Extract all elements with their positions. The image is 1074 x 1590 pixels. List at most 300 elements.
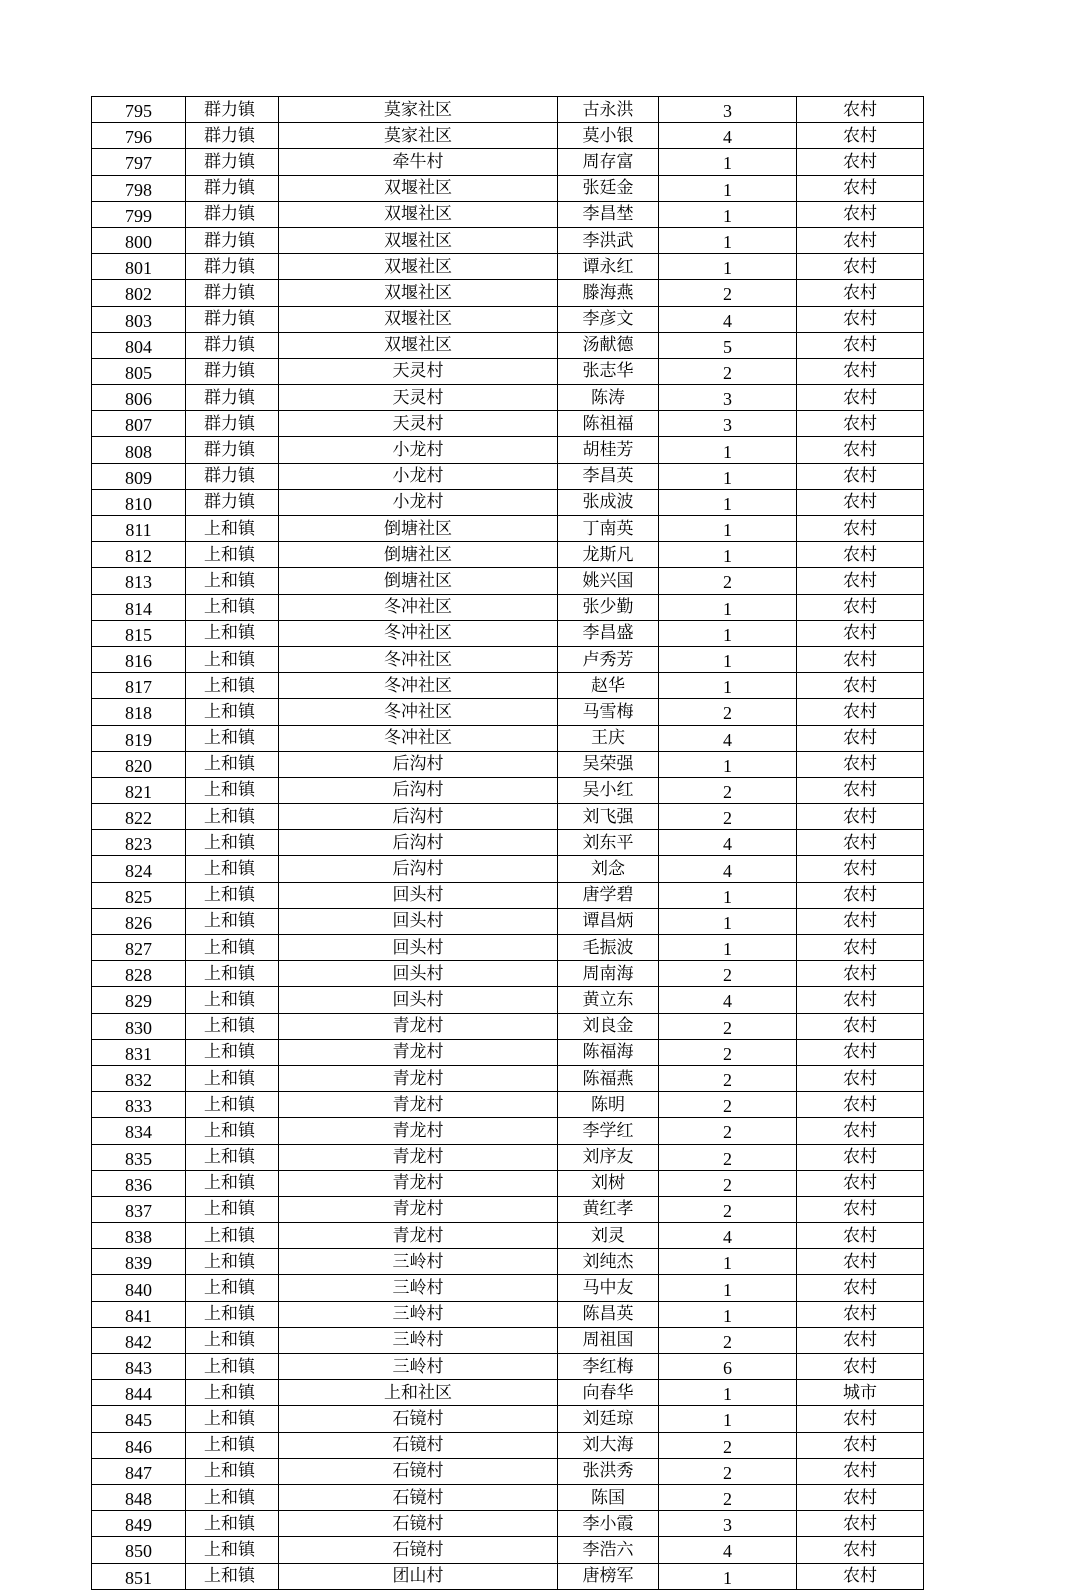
row-number-cell: 823 bbox=[92, 830, 186, 856]
village-cell: 后沟村 bbox=[279, 856, 558, 882]
town-cell: 上和镇 bbox=[186, 935, 279, 961]
area-type-cell: 农村 bbox=[797, 1354, 924, 1380]
table-row bbox=[92, 1327, 924, 1353]
town-cell: 上和镇 bbox=[186, 646, 279, 672]
row-number-cell: 850 bbox=[92, 1537, 186, 1563]
table-row bbox=[92, 961, 924, 987]
village-cell: 冬冲社区 bbox=[279, 646, 558, 672]
row-number-cell: 838 bbox=[92, 1223, 186, 1249]
household-size-cell: 2 bbox=[659, 1458, 797, 1484]
area-type-cell: 农村 bbox=[797, 1092, 924, 1118]
household-size-cell: 3 bbox=[659, 1511, 797, 1537]
town-cell: 上和镇 bbox=[186, 1563, 279, 1589]
row-number-cell: 843 bbox=[92, 1354, 186, 1380]
village-cell: 石镜村 bbox=[279, 1537, 558, 1563]
town-cell: 上和镇 bbox=[186, 1013, 279, 1039]
area-type-cell: 农村 bbox=[797, 1170, 924, 1196]
village-cell: 双堰社区 bbox=[279, 227, 558, 253]
person-name-cell: 刘东平 bbox=[558, 830, 659, 856]
area-type-cell: 农村 bbox=[797, 542, 924, 568]
table-row bbox=[92, 777, 924, 803]
area-type-cell: 农村 bbox=[797, 1013, 924, 1039]
row-number-cell: 833 bbox=[92, 1092, 186, 1118]
household-size-cell: 4 bbox=[659, 1537, 797, 1563]
village-cell: 青龙村 bbox=[279, 1144, 558, 1170]
row-number-cell: 814 bbox=[92, 594, 186, 620]
row-number-cell: 836 bbox=[92, 1170, 186, 1196]
town-cell: 上和镇 bbox=[186, 882, 279, 908]
household-size-cell: 1 bbox=[659, 463, 797, 489]
town-cell: 上和镇 bbox=[186, 1065, 279, 1091]
village-cell: 莫家社区 bbox=[279, 97, 558, 123]
town-cell: 上和镇 bbox=[186, 1039, 279, 1065]
village-cell: 青龙村 bbox=[279, 1223, 558, 1249]
household-size-cell: 4 bbox=[659, 725, 797, 751]
household-size-cell: 5 bbox=[659, 332, 797, 358]
row-number-cell: 847 bbox=[92, 1458, 186, 1484]
household-size-cell: 2 bbox=[659, 961, 797, 987]
village-cell: 牵牛村 bbox=[279, 149, 558, 175]
village-cell: 青龙村 bbox=[279, 1118, 558, 1144]
town-cell: 群力镇 bbox=[186, 123, 279, 149]
person-name-cell: 李昌埜 bbox=[558, 201, 659, 227]
row-number-cell: 816 bbox=[92, 646, 186, 672]
row-number-cell: 812 bbox=[92, 542, 186, 568]
person-name-cell: 张洪秀 bbox=[558, 1458, 659, 1484]
person-name-cell: 周祖国 bbox=[558, 1327, 659, 1353]
person-name-cell: 张成波 bbox=[558, 489, 659, 515]
household-size-cell: 1 bbox=[659, 254, 797, 280]
village-cell: 三岭村 bbox=[279, 1354, 558, 1380]
household-size-cell: 1 bbox=[659, 437, 797, 463]
area-type-cell: 农村 bbox=[797, 856, 924, 882]
household-size-cell: 1 bbox=[659, 673, 797, 699]
row-number-cell: 795 bbox=[92, 97, 186, 123]
area-type-cell: 农村 bbox=[797, 332, 924, 358]
village-cell: 上和社区 bbox=[279, 1380, 558, 1406]
area-type-cell: 农村 bbox=[797, 358, 924, 384]
village-cell: 青龙村 bbox=[279, 1170, 558, 1196]
area-type-cell: 农村 bbox=[797, 568, 924, 594]
village-cell: 双堰社区 bbox=[279, 175, 558, 201]
area-type-cell: 农村 bbox=[797, 489, 924, 515]
town-cell: 上和镇 bbox=[186, 1354, 279, 1380]
row-number-cell: 834 bbox=[92, 1118, 186, 1144]
town-cell: 上和镇 bbox=[186, 725, 279, 751]
table-row bbox=[92, 673, 924, 699]
table-row bbox=[92, 1170, 924, 1196]
table-row bbox=[92, 542, 924, 568]
person-name-cell: 马雪梅 bbox=[558, 699, 659, 725]
row-number-cell: 807 bbox=[92, 411, 186, 437]
table-row bbox=[92, 516, 924, 542]
area-type-cell: 农村 bbox=[797, 751, 924, 777]
row-number-cell: 824 bbox=[92, 856, 186, 882]
village-cell: 后沟村 bbox=[279, 777, 558, 803]
table-row bbox=[92, 725, 924, 751]
area-type-cell: 农村 bbox=[797, 1511, 924, 1537]
row-number-cell: 839 bbox=[92, 1249, 186, 1275]
table-row bbox=[92, 254, 924, 280]
household-size-cell: 1 bbox=[659, 882, 797, 908]
person-name-cell: 刘大海 bbox=[558, 1432, 659, 1458]
village-cell: 三岭村 bbox=[279, 1249, 558, 1275]
village-cell: 石镜村 bbox=[279, 1406, 558, 1432]
person-name-cell: 谭昌炳 bbox=[558, 908, 659, 934]
village-cell: 双堰社区 bbox=[279, 306, 558, 332]
town-cell: 群力镇 bbox=[186, 463, 279, 489]
table-row bbox=[92, 751, 924, 777]
town-cell: 上和镇 bbox=[186, 568, 279, 594]
row-number-cell: 821 bbox=[92, 777, 186, 803]
town-cell: 上和镇 bbox=[186, 1223, 279, 1249]
area-type-cell: 农村 bbox=[797, 646, 924, 672]
household-size-cell: 4 bbox=[659, 1223, 797, 1249]
household-size-cell: 2 bbox=[659, 1170, 797, 1196]
town-cell: 群力镇 bbox=[186, 280, 279, 306]
row-number-cell: 820 bbox=[92, 751, 186, 777]
household-size-cell: 2 bbox=[659, 777, 797, 803]
area-type-cell: 农村 bbox=[797, 987, 924, 1013]
town-cell: 群力镇 bbox=[186, 97, 279, 123]
table-row bbox=[92, 1563, 924, 1589]
person-name-cell: 李洪武 bbox=[558, 227, 659, 253]
table-row bbox=[92, 699, 924, 725]
row-number-cell: 810 bbox=[92, 489, 186, 515]
village-cell: 冬冲社区 bbox=[279, 725, 558, 751]
area-type-cell: 农村 bbox=[797, 411, 924, 437]
table-row bbox=[92, 437, 924, 463]
area-type-cell: 农村 bbox=[797, 254, 924, 280]
area-type-cell: 农村 bbox=[797, 201, 924, 227]
town-cell: 上和镇 bbox=[186, 594, 279, 620]
village-cell: 石镜村 bbox=[279, 1458, 558, 1484]
person-name-cell: 张志华 bbox=[558, 358, 659, 384]
row-number-cell: 806 bbox=[92, 385, 186, 411]
household-size-cell: 1 bbox=[659, 1563, 797, 1589]
household-size-cell: 3 bbox=[659, 385, 797, 411]
row-number-cell: 841 bbox=[92, 1301, 186, 1327]
table-row bbox=[92, 1196, 924, 1222]
household-size-cell: 1 bbox=[659, 175, 797, 201]
row-number-cell: 829 bbox=[92, 987, 186, 1013]
person-name-cell: 李红梅 bbox=[558, 1354, 659, 1380]
household-size-cell: 2 bbox=[659, 1484, 797, 1510]
village-cell: 小龙村 bbox=[279, 437, 558, 463]
village-cell: 青龙村 bbox=[279, 1039, 558, 1065]
area-type-cell: 农村 bbox=[797, 1118, 924, 1144]
household-size-cell: 2 bbox=[659, 1196, 797, 1222]
row-number-cell: 809 bbox=[92, 463, 186, 489]
town-cell: 上和镇 bbox=[186, 1196, 279, 1222]
table-row bbox=[92, 804, 924, 830]
person-name-cell: 王庆 bbox=[558, 725, 659, 751]
village-cell: 回头村 bbox=[279, 935, 558, 961]
area-type-cell: 农村 bbox=[797, 1537, 924, 1563]
village-cell: 青龙村 bbox=[279, 1092, 558, 1118]
town-cell: 群力镇 bbox=[186, 358, 279, 384]
town-cell: 上和镇 bbox=[186, 1249, 279, 1275]
person-name-cell: 刘序友 bbox=[558, 1144, 659, 1170]
town-cell: 上和镇 bbox=[186, 961, 279, 987]
household-size-cell: 4 bbox=[659, 856, 797, 882]
household-size-cell: 1 bbox=[659, 489, 797, 515]
area-type-cell: 农村 bbox=[797, 1196, 924, 1222]
row-number-cell: 801 bbox=[92, 254, 186, 280]
town-cell: 上和镇 bbox=[186, 620, 279, 646]
village-cell: 石镜村 bbox=[279, 1484, 558, 1510]
table-row bbox=[92, 1380, 924, 1406]
village-cell: 天灵村 bbox=[279, 411, 558, 437]
town-cell: 群力镇 bbox=[186, 227, 279, 253]
household-size-cell: 2 bbox=[659, 1432, 797, 1458]
village-cell: 后沟村 bbox=[279, 830, 558, 856]
table-row bbox=[92, 1301, 924, 1327]
table-row bbox=[92, 1275, 924, 1301]
town-cell: 上和镇 bbox=[186, 1301, 279, 1327]
table-row bbox=[92, 830, 924, 856]
area-type-cell: 农村 bbox=[797, 1144, 924, 1170]
row-number-cell: 827 bbox=[92, 935, 186, 961]
table-row bbox=[92, 987, 924, 1013]
town-cell: 上和镇 bbox=[186, 1432, 279, 1458]
person-name-cell: 陈祖福 bbox=[558, 411, 659, 437]
town-cell: 上和镇 bbox=[186, 1327, 279, 1353]
table-row bbox=[92, 123, 924, 149]
town-cell: 上和镇 bbox=[186, 804, 279, 830]
person-name-cell: 黄立东 bbox=[558, 987, 659, 1013]
village-cell: 双堰社区 bbox=[279, 254, 558, 280]
household-size-cell: 4 bbox=[659, 306, 797, 332]
row-number-cell: 798 bbox=[92, 175, 186, 201]
row-number-cell: 815 bbox=[92, 620, 186, 646]
table-row bbox=[92, 935, 924, 961]
town-cell: 上和镇 bbox=[186, 516, 279, 542]
area-type-cell: 农村 bbox=[797, 123, 924, 149]
village-cell: 双堰社区 bbox=[279, 332, 558, 358]
household-size-cell: 2 bbox=[659, 1118, 797, 1144]
table-row bbox=[92, 97, 924, 123]
row-number-cell: 811 bbox=[92, 516, 186, 542]
area-type-cell: 农村 bbox=[797, 830, 924, 856]
person-name-cell: 毛振波 bbox=[558, 935, 659, 961]
table-row bbox=[92, 594, 924, 620]
table-row bbox=[92, 227, 924, 253]
household-size-cell: 1 bbox=[659, 1406, 797, 1432]
household-size-cell: 4 bbox=[659, 830, 797, 856]
table-row bbox=[92, 1458, 924, 1484]
area-type-cell: 农村 bbox=[797, 1223, 924, 1249]
table-row bbox=[92, 1537, 924, 1563]
row-number-cell: 835 bbox=[92, 1144, 186, 1170]
household-table bbox=[91, 96, 924, 1590]
area-type-cell: 农村 bbox=[797, 1039, 924, 1065]
row-number-cell: 828 bbox=[92, 961, 186, 987]
village-cell: 莫家社区 bbox=[279, 123, 558, 149]
town-cell: 上和镇 bbox=[186, 987, 279, 1013]
household-size-cell: 1 bbox=[659, 751, 797, 777]
area-type-cell: 农村 bbox=[797, 280, 924, 306]
area-type-cell: 农村 bbox=[797, 437, 924, 463]
town-cell: 上和镇 bbox=[186, 1144, 279, 1170]
person-name-cell: 李彦文 bbox=[558, 306, 659, 332]
area-type-cell: 农村 bbox=[797, 1432, 924, 1458]
town-cell: 上和镇 bbox=[186, 673, 279, 699]
town-cell: 上和镇 bbox=[186, 908, 279, 934]
row-number-cell: 802 bbox=[92, 280, 186, 306]
village-cell: 双堰社区 bbox=[279, 201, 558, 227]
person-name-cell: 汤献德 bbox=[558, 332, 659, 358]
town-cell: 上和镇 bbox=[186, 1170, 279, 1196]
row-number-cell: 844 bbox=[92, 1380, 186, 1406]
row-number-cell: 837 bbox=[92, 1196, 186, 1222]
village-cell: 回头村 bbox=[279, 882, 558, 908]
town-cell: 上和镇 bbox=[186, 1092, 279, 1118]
village-cell: 回头村 bbox=[279, 908, 558, 934]
row-number-cell: 851 bbox=[92, 1563, 186, 1589]
area-type-cell: 农村 bbox=[797, 1406, 924, 1432]
area-type-cell: 农村 bbox=[797, 1563, 924, 1589]
table-row bbox=[92, 1065, 924, 1091]
village-cell: 青龙村 bbox=[279, 1065, 558, 1091]
table-row bbox=[92, 568, 924, 594]
town-cell: 群力镇 bbox=[186, 149, 279, 175]
table-row bbox=[92, 358, 924, 384]
village-cell: 青龙村 bbox=[279, 1013, 558, 1039]
person-name-cell: 陈涛 bbox=[558, 385, 659, 411]
town-cell: 上和镇 bbox=[186, 1484, 279, 1510]
area-type-cell: 农村 bbox=[797, 1484, 924, 1510]
household-size-cell: 1 bbox=[659, 594, 797, 620]
table-row bbox=[92, 332, 924, 358]
row-number-cell: 800 bbox=[92, 227, 186, 253]
table-row bbox=[92, 411, 924, 437]
area-type-cell: 农村 bbox=[797, 227, 924, 253]
table-row bbox=[92, 1223, 924, 1249]
village-cell: 石镜村 bbox=[279, 1511, 558, 1537]
table-row bbox=[92, 489, 924, 515]
household-size-cell: 2 bbox=[659, 1039, 797, 1065]
household-size-cell: 2 bbox=[659, 1144, 797, 1170]
row-number-cell: 831 bbox=[92, 1039, 186, 1065]
person-name-cell: 刘纯杰 bbox=[558, 1249, 659, 1275]
table-row bbox=[92, 385, 924, 411]
village-cell: 青龙村 bbox=[279, 1196, 558, 1222]
household-size-cell: 3 bbox=[659, 97, 797, 123]
area-type-cell: 农村 bbox=[797, 961, 924, 987]
village-cell: 小龙村 bbox=[279, 489, 558, 515]
household-size-cell: 1 bbox=[659, 149, 797, 175]
person-name-cell: 李昌盛 bbox=[558, 620, 659, 646]
person-name-cell: 刘念 bbox=[558, 856, 659, 882]
table-row bbox=[92, 306, 924, 332]
area-type-cell: 农村 bbox=[797, 725, 924, 751]
row-number-cell: 822 bbox=[92, 804, 186, 830]
table-row bbox=[92, 908, 924, 934]
household-size-cell: 6 bbox=[659, 1354, 797, 1380]
row-number-cell: 804 bbox=[92, 332, 186, 358]
table-row bbox=[92, 201, 924, 227]
table-row bbox=[92, 620, 924, 646]
village-cell: 后沟村 bbox=[279, 751, 558, 777]
household-size-cell: 2 bbox=[659, 358, 797, 384]
household-size-cell: 4 bbox=[659, 123, 797, 149]
row-number-cell: 805 bbox=[92, 358, 186, 384]
household-size-cell: 1 bbox=[659, 201, 797, 227]
town-cell: 群力镇 bbox=[186, 201, 279, 227]
town-cell: 群力镇 bbox=[186, 411, 279, 437]
town-cell: 上和镇 bbox=[186, 1380, 279, 1406]
town-cell: 上和镇 bbox=[186, 699, 279, 725]
table-row bbox=[92, 646, 924, 672]
row-number-cell: 799 bbox=[92, 201, 186, 227]
table-body bbox=[92, 97, 924, 1590]
village-cell: 双堰社区 bbox=[279, 280, 558, 306]
town-cell: 上和镇 bbox=[186, 830, 279, 856]
person-name-cell: 刘树 bbox=[558, 1170, 659, 1196]
household-size-cell: 1 bbox=[659, 1380, 797, 1406]
row-number-cell: 826 bbox=[92, 908, 186, 934]
town-cell: 上和镇 bbox=[186, 1406, 279, 1432]
village-cell: 三岭村 bbox=[279, 1275, 558, 1301]
household-size-cell: 1 bbox=[659, 1275, 797, 1301]
person-name-cell: 陈明 bbox=[558, 1092, 659, 1118]
village-cell: 冬冲社区 bbox=[279, 673, 558, 699]
person-name-cell: 张廷金 bbox=[558, 175, 659, 201]
table-row bbox=[92, 1144, 924, 1170]
household-size-cell: 1 bbox=[659, 227, 797, 253]
person-name-cell: 唐学碧 bbox=[558, 882, 659, 908]
row-number-cell: 818 bbox=[92, 699, 186, 725]
village-cell: 回头村 bbox=[279, 961, 558, 987]
person-name-cell: 李昌英 bbox=[558, 463, 659, 489]
area-type-cell: 农村 bbox=[797, 804, 924, 830]
area-type-cell: 城市 bbox=[797, 1380, 924, 1406]
person-name-cell: 陈国 bbox=[558, 1484, 659, 1510]
town-cell: 上和镇 bbox=[186, 1537, 279, 1563]
household-size-cell: 2 bbox=[659, 1013, 797, 1039]
town-cell: 群力镇 bbox=[186, 385, 279, 411]
area-type-cell: 农村 bbox=[797, 463, 924, 489]
area-type-cell: 农村 bbox=[797, 1249, 924, 1275]
village-cell: 天灵村 bbox=[279, 385, 558, 411]
village-cell: 三岭村 bbox=[279, 1301, 558, 1327]
person-name-cell: 滕海燕 bbox=[558, 280, 659, 306]
row-number-cell: 803 bbox=[92, 306, 186, 332]
table-row bbox=[92, 149, 924, 175]
person-name-cell: 刘灵 bbox=[558, 1223, 659, 1249]
person-name-cell: 胡桂芳 bbox=[558, 437, 659, 463]
person-name-cell: 陈昌英 bbox=[558, 1301, 659, 1327]
person-name-cell: 周南海 bbox=[558, 961, 659, 987]
village-cell: 倒塘社区 bbox=[279, 516, 558, 542]
table-row bbox=[92, 1432, 924, 1458]
table-row bbox=[92, 1511, 924, 1537]
row-number-cell: 840 bbox=[92, 1275, 186, 1301]
area-type-cell: 农村 bbox=[797, 175, 924, 201]
household-size-cell: 1 bbox=[659, 646, 797, 672]
person-name-cell: 吴荣强 bbox=[558, 751, 659, 777]
table-row bbox=[92, 1039, 924, 1065]
household-size-cell: 2 bbox=[659, 568, 797, 594]
household-size-cell: 1 bbox=[659, 935, 797, 961]
person-name-cell: 丁南英 bbox=[558, 516, 659, 542]
row-number-cell: 848 bbox=[92, 1484, 186, 1510]
table-row bbox=[92, 280, 924, 306]
area-type-cell: 农村 bbox=[797, 516, 924, 542]
household-size-cell: 3 bbox=[659, 411, 797, 437]
person-name-cell: 陈福海 bbox=[558, 1039, 659, 1065]
